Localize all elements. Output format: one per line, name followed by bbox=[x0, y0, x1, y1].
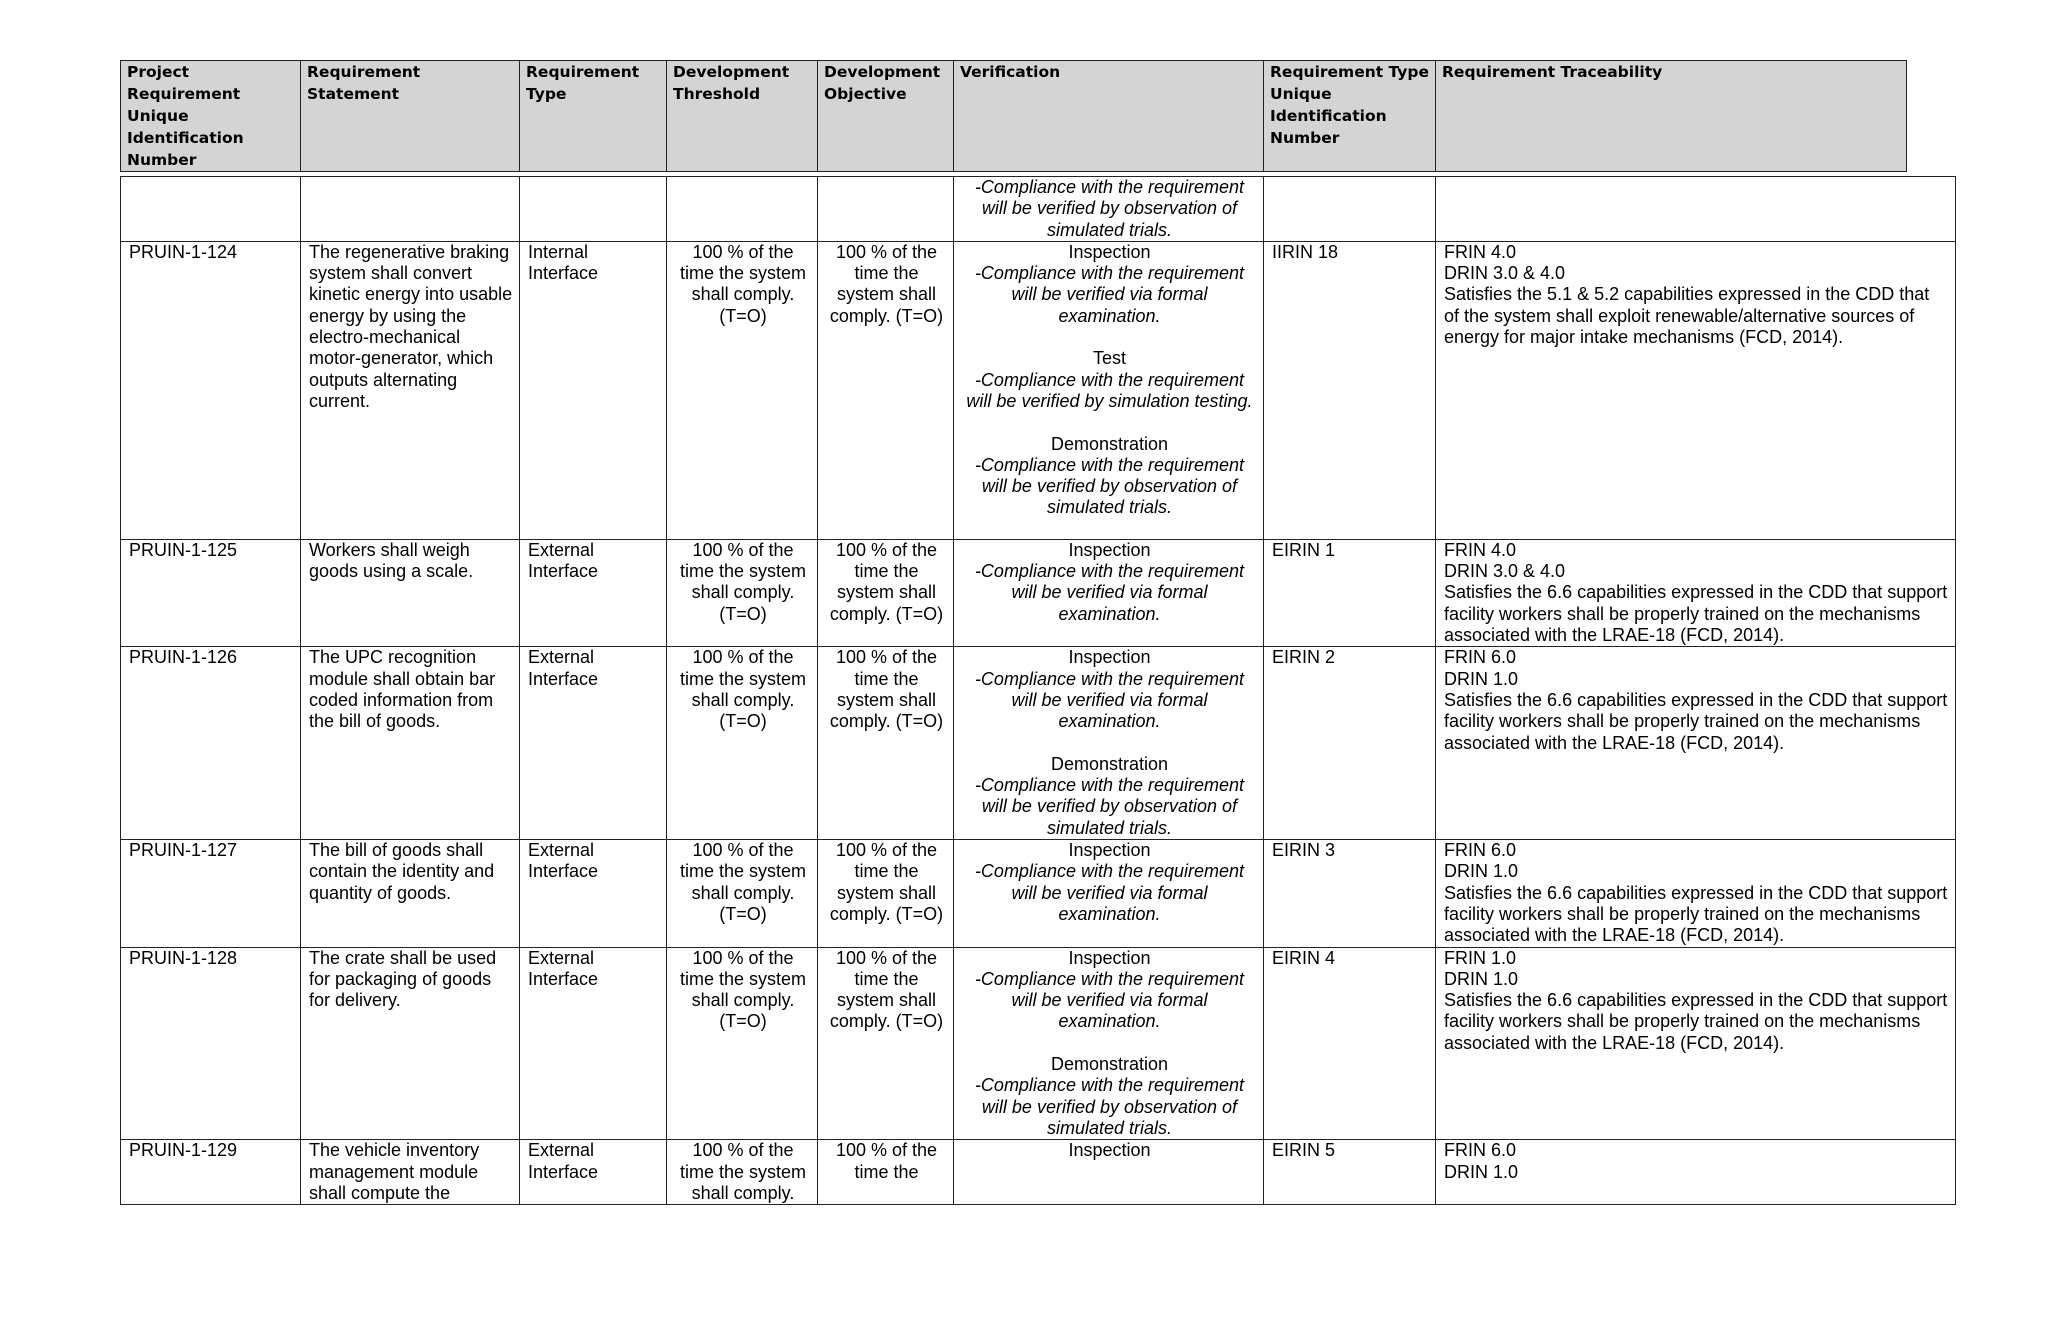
traceability-line: FRIN 6.0 bbox=[1444, 647, 1517, 668]
requirement-type-uin-cell: EIRIN 5 bbox=[1264, 1140, 1436, 1205]
header-project-uin: Project Requirement Unique Identification Number bbox=[121, 61, 301, 172]
verification-detail: -Compliance with the requirement will be verified by simulation testing. bbox=[966, 369, 1253, 411]
table-row bbox=[121, 241, 1956, 539]
verification-cell bbox=[954, 177, 1264, 242]
requirement-type-cell: External Interface bbox=[520, 840, 667, 947]
verification-method: Test bbox=[1092, 348, 1126, 369]
requirement-statement-cell: The crate shall be used for packaging of goods for delivery. bbox=[301, 947, 520, 1140]
development-objective-cell: 100 % of the time the bbox=[818, 1140, 954, 1205]
verification-method: Demonstration bbox=[1050, 753, 1169, 774]
verification-line: simulated trials. bbox=[1046, 219, 1173, 240]
traceability-line: Satisfies the 6.6 capabilities expressed in the CDD that support facility workers shall be properly trained on the mechanisms associated with the LRAE-18 (FCD, 2014). bbox=[1444, 689, 1948, 753]
traceability-cell bbox=[1436, 840, 1956, 947]
traceability-line: FRIN 6.0 bbox=[1444, 1140, 1517, 1161]
requirement-id-cell: PRUIN-1-126 bbox=[121, 647, 301, 840]
verification-detail: -Compliance with the requirement will be verified by observation of simulated trials. bbox=[974, 1075, 1245, 1138]
verification-method: Demonstration bbox=[1050, 433, 1169, 454]
requirement-statement-cell: The vehicle inventory management module shall compute the bbox=[301, 1140, 520, 1205]
verification-method: Inspection bbox=[1068, 647, 1151, 668]
requirement-id-cell: PRUIN-1-127 bbox=[121, 840, 301, 947]
traceability-cell bbox=[1436, 647, 1956, 840]
requirement-type-cell: Internal Interface bbox=[520, 241, 667, 539]
development-threshold-cell: 100 % of the time the system shall comply. (T=O) bbox=[667, 840, 818, 947]
requirement-type-cell: External Interface bbox=[520, 1140, 667, 1205]
empty-cell bbox=[667, 177, 818, 242]
verification-method: Inspection bbox=[1068, 1140, 1151, 1161]
verification-method: Inspection bbox=[1068, 539, 1151, 560]
verification-cell bbox=[954, 241, 1264, 539]
development-threshold-cell: 100 % of the time the system shall comply. (T=O) bbox=[667, 947, 818, 1140]
header-development-threshold: Development Threshold bbox=[667, 61, 818, 172]
verification-detail: -Compliance with the requirement will be verified via formal examination. bbox=[974, 668, 1245, 732]
verification-spacer bbox=[962, 412, 1257, 433]
verification-spacer bbox=[962, 1033, 1257, 1054]
verification-detail: -Compliance with the requirement will be verified by observation of simulated trials. bbox=[974, 454, 1245, 518]
verification-spacer bbox=[962, 733, 1257, 754]
verification-cell bbox=[954, 840, 1264, 947]
requirements-table bbox=[120, 176, 1956, 1205]
traceability-line: DRIN 3.0 & 4.0 bbox=[1444, 263, 1566, 284]
header-development-objective: Development Objective bbox=[818, 61, 954, 172]
requirement-id-cell: PRUIN-1-128 bbox=[121, 947, 301, 1140]
traceability-cell bbox=[1436, 539, 1956, 646]
empty-cell bbox=[121, 177, 301, 242]
empty-cell bbox=[1436, 177, 1956, 242]
requirement-type-uin-cell: EIRIN 1 bbox=[1264, 539, 1436, 646]
development-objective-cell: 100 % of the time the system shall comply. (T=O) bbox=[818, 947, 954, 1140]
header-row bbox=[121, 61, 1907, 172]
verification-method: Inspection bbox=[1068, 840, 1151, 861]
traceability-line: FRIN 6.0 bbox=[1444, 840, 1517, 861]
requirement-type-uin-cell: IIRIN 18 bbox=[1264, 241, 1436, 539]
empty-cell bbox=[818, 177, 954, 242]
traceability-line: Satisfies the 6.6 capabilities expressed in the CDD that support facility workers shall be properly trained on the mechanisms associated with the LRAE-18 (FCD, 2014). bbox=[1444, 582, 1948, 646]
verification-detail: -Compliance with the requirement will be verified via formal examination. bbox=[974, 861, 1245, 924]
verification-line: will be verified by observation of bbox=[981, 198, 1238, 219]
table-row bbox=[121, 647, 1956, 840]
requirement-id-cell: PRUIN-1-125 bbox=[121, 539, 301, 646]
traceability-line: FRIN 1.0 bbox=[1444, 947, 1517, 968]
verification-spacer bbox=[962, 327, 1257, 348]
requirement-type-uin-cell: EIRIN 2 bbox=[1264, 647, 1436, 840]
requirement-type-cell: External Interface bbox=[520, 539, 667, 646]
table-row bbox=[121, 840, 1956, 947]
verification-cell bbox=[954, 947, 1264, 1140]
verification-cell bbox=[954, 647, 1264, 840]
requirement-statement-cell: The UPC recognition module shall obtain bar coded information from the bill of goods. bbox=[301, 647, 520, 840]
verification-detail: -Compliance with the requirement will be verified by observation of simulated trials. bbox=[974, 775, 1245, 838]
requirement-type-cell: External Interface bbox=[520, 947, 667, 1140]
development-objective-cell: 100 % of the time the system shall comply. (T=O) bbox=[818, 840, 954, 947]
verification-line: -Compliance with the requirement bbox=[974, 177, 1245, 197]
traceability-cell bbox=[1436, 947, 1956, 1140]
traceability-line: Satisfies the 6.6 capabilities expressed in the CDD that support facility workers shall be properly trained on the mechanisms associated with the LRAE-18 (FCD, 2014). bbox=[1444, 990, 1948, 1053]
requirement-statement-cell: Workers shall weigh goods using a scale. bbox=[301, 539, 520, 646]
header-requirement-statement: Requirement Statement bbox=[301, 61, 520, 172]
development-threshold-cell: 100 % of the time the system shall comply. (T=O) bbox=[667, 647, 818, 840]
development-threshold-cell: 100 % of the time the system shall comply. (T=O) bbox=[667, 539, 818, 646]
development-threshold-cell: 100 % of the time the system shall comply. (T=O) bbox=[667, 241, 818, 539]
verification-cell bbox=[954, 1140, 1264, 1205]
empty-cell bbox=[301, 177, 520, 242]
verification-detail: -Compliance with the requirement will be verified via formal examination. bbox=[974, 561, 1245, 624]
table-row bbox=[121, 947, 1956, 1140]
traceability-line: DRIN 3.0 & 4.0 bbox=[1444, 561, 1566, 582]
traceability-line: DRIN 1.0 bbox=[1444, 1161, 1519, 1182]
traceability-line: DRIN 1.0 bbox=[1444, 861, 1519, 882]
requirement-id-cell: PRUIN-1-124 bbox=[121, 241, 301, 539]
traceability-line: Satisfies the 6.6 capabilities expressed in the CDD that support facility workers shall be properly trained on the mechanisms associated with the LRAE-18 (FCD, 2014). bbox=[1444, 882, 1948, 946]
header-traceability: Requirement Traceability bbox=[1436, 61, 1907, 172]
verification-method: Inspection bbox=[1068, 241, 1151, 262]
verification-detail: -Compliance with the requirement will be verified via formal examination. bbox=[974, 968, 1245, 1032]
requirement-statement-cell: The bill of goods shall contain the identity and quantity of goods. bbox=[301, 840, 520, 947]
requirement-type-cell: External Interface bbox=[520, 647, 667, 840]
verification-method: Demonstration bbox=[1050, 1054, 1169, 1075]
empty-cell bbox=[520, 177, 667, 242]
traceability-line: Satisfies the 5.1 & 5.2 capabilities expressed in the CDD that of the system shall exploit renewable/alternative sources of energy for major intake mechanisms (FCD, 2014). bbox=[1444, 284, 1930, 348]
verification-cell bbox=[954, 539, 1264, 646]
requirement-id-cell: PRUIN-1-129 bbox=[121, 1140, 301, 1205]
header-table bbox=[120, 60, 1907, 172]
table-row bbox=[121, 539, 1956, 646]
development-threshold-cell: 100 % of the time the system shall comply. bbox=[667, 1140, 818, 1205]
verification-method: Inspection bbox=[1068, 947, 1151, 968]
development-objective-cell: 100 % of the time the system shall comply. (T=O) bbox=[818, 241, 954, 539]
traceability-line: FRIN 4.0 bbox=[1444, 539, 1517, 560]
requirement-type-uin-cell: EIRIN 3 bbox=[1264, 840, 1436, 947]
traceability-cell bbox=[1436, 1140, 1956, 1205]
development-objective-cell: 100 % of the time the system shall comply. (T=O) bbox=[818, 539, 954, 646]
traceability-line: FRIN 4.0 bbox=[1444, 241, 1517, 262]
table-row bbox=[121, 1140, 1956, 1205]
verification-detail: -Compliance with the requirement will be verified via formal examination. bbox=[974, 263, 1245, 326]
traceability-line: DRIN 1.0 bbox=[1444, 968, 1519, 989]
traceability-cell bbox=[1436, 241, 1956, 539]
requirements-table-body bbox=[121, 177, 1956, 1205]
header-type-uin: Requirement Type Unique Identification Number bbox=[1264, 61, 1436, 172]
requirement-statement-cell: The regenerative braking system shall convert kinetic energy into usable energy by using the electro-mechanical motor-generator, which outputs alternating current. bbox=[301, 241, 520, 539]
continuation-row bbox=[121, 177, 1956, 242]
traceability-line: DRIN 1.0 bbox=[1444, 668, 1519, 689]
header-requirement-type: Requirement Type bbox=[520, 61, 667, 172]
development-objective-cell: 100 % of the time the system shall comply. (T=O) bbox=[818, 647, 954, 840]
empty-cell bbox=[1264, 177, 1436, 242]
requirement-type-uin-cell: EIRIN 4 bbox=[1264, 947, 1436, 1140]
header-verification: Verification bbox=[954, 61, 1264, 172]
